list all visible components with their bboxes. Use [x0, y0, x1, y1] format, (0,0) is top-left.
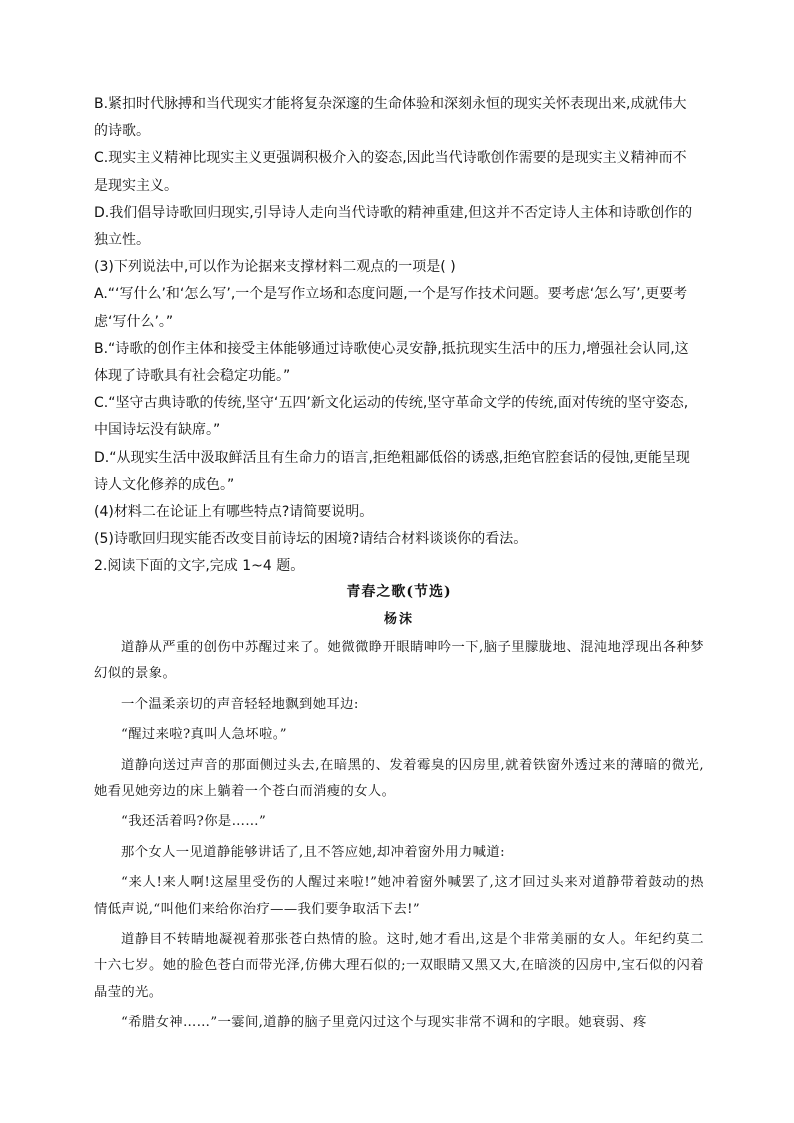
question-5: (5)诗歌回归现实能否改变目前诗坛的困境?请结合材料谈谈你的看法。 [94, 531, 528, 548]
q3-option-a-line-2: 虑‘写什么’。” [94, 313, 174, 330]
question-3-stem: (3)下列说法中,可以作为论据来支撑材料二观点的一项是( ) [94, 259, 456, 276]
q3-option-b-line-2: 体现了诗歌具有社会稳定功能。” [94, 368, 291, 385]
story-paragraph: 道静目不转睛地凝视着那张苍白热情的脸。这时,她才看出,这是个非常美丽的女人。年纪约莫二十六七岁。她的脸色苍白而带光泽,仿佛大理石似的;一双眼睛又黑又大,在暗淡的囚房中,宝石似的闪着晶莹的光。 [94, 932, 704, 1000]
option-b-line-2: 的诗歌。 [94, 123, 150, 140]
story-paragraph: “醒过来啦?真叫人急坏啦。” [121, 727, 287, 743]
option-c-line-2: 是现实主义。 [94, 177, 178, 194]
story-title: 青春之歌(节选) [346, 584, 452, 600]
q3-option-d-line-2: 诗人文化修养的成色。” [94, 476, 235, 493]
option-d-line-1: D.我们倡导诗歌回归现实,引导诗人走向当代诗歌的精神重建,但这并不否定诗人主体和诗歌创作的 [94, 204, 693, 221]
option-b-line-1: B.紧扣时代脉搏和当代现实才能将复杂深邃的生命体验和深刻永恒的现实关怀表现出来,成就伟大 [94, 96, 687, 112]
story-paragraph: 那个女人一见道静能够讲话了,且不答应她,却冲着窗外用力喊道: [121, 844, 505, 860]
story-author: 杨沫 [383, 612, 414, 627]
story-paragraph: 道静从严重的创伤中苏醒过来了。她微微睁开眼睛呻吟一下,脑子里朦胧地、混沌地浮现出各种梦幻似的景象。 [94, 640, 704, 682]
story-paragraph: “来人!来人啊!这屋里受伤的人醒过来啦!”她冲着窗外喊罢了,这才回过头来对道静带着鼓动的热情低声说,“叫他们来给你治疗——我们要争取活下去!” [94, 875, 704, 917]
reading-instruction: 2.阅读下面的文字,完成 1~4 题。 [94, 558, 305, 575]
story-paragraph: 一个温柔亲切的声音轻轻地飘到她耳边: [121, 696, 359, 712]
option-d-line-2: 独立性。 [94, 232, 150, 249]
q3-option-c-line-2: 中国诗坛没有缺席。” [94, 422, 221, 439]
q3-option-d-line-1: D.“从现实生活中汲取鲜活且有生命力的语言,拒绝粗鄙低俗的诱惑,拒绝官腔套话的侵蚀,更能呈现 [94, 449, 690, 466]
q3-option-a-line-1: A.“‘写什么’和‘怎么写’,一个是写作立场和态度问题,一个是写作技术问题。要考虑‘怎么写’,更要考 [94, 286, 688, 303]
q3-option-c-line-1: C.“坚守古典诗歌的传统,坚守‘五四’新文化运动的传统,坚守革命文学的传统,面对传统的坚守姿态, [94, 395, 689, 412]
q3-option-b-line-1: B.“诗歌的创作主体和接受主体能够通过诗歌使心灵安静,抵抗现实生活中的压力,增强社会认同,这 [94, 340, 689, 357]
option-c-line-1: C.现实主义精神比现实主义更强调积极介入的姿态,因此当代诗歌创作需要的是现实主义精神而不 [94, 150, 687, 167]
question-4: (4)材料二在论证上有哪些特点?请简要说明。 [94, 504, 374, 521]
story-paragraph: 道静向送过声音的那面侧过头去,在暗黑的、发着霉臭的囚房里,就着铁窗外透过来的薄暗的微光,她看见她旁边的床上躺着一个苍白而消瘦的女人。 [94, 757, 704, 800]
question-section [94, 91, 702, 581]
story-paragraph: “希腊女神……”一霎间,道静的脑子里竟闪过这个与现实非常不调和的字眼。她衰弱、疼 [121, 1015, 647, 1031]
story-excerpt [94, 582, 704, 1041]
story-paragraph: “我还活着吗?你是……” [121, 814, 267, 830]
